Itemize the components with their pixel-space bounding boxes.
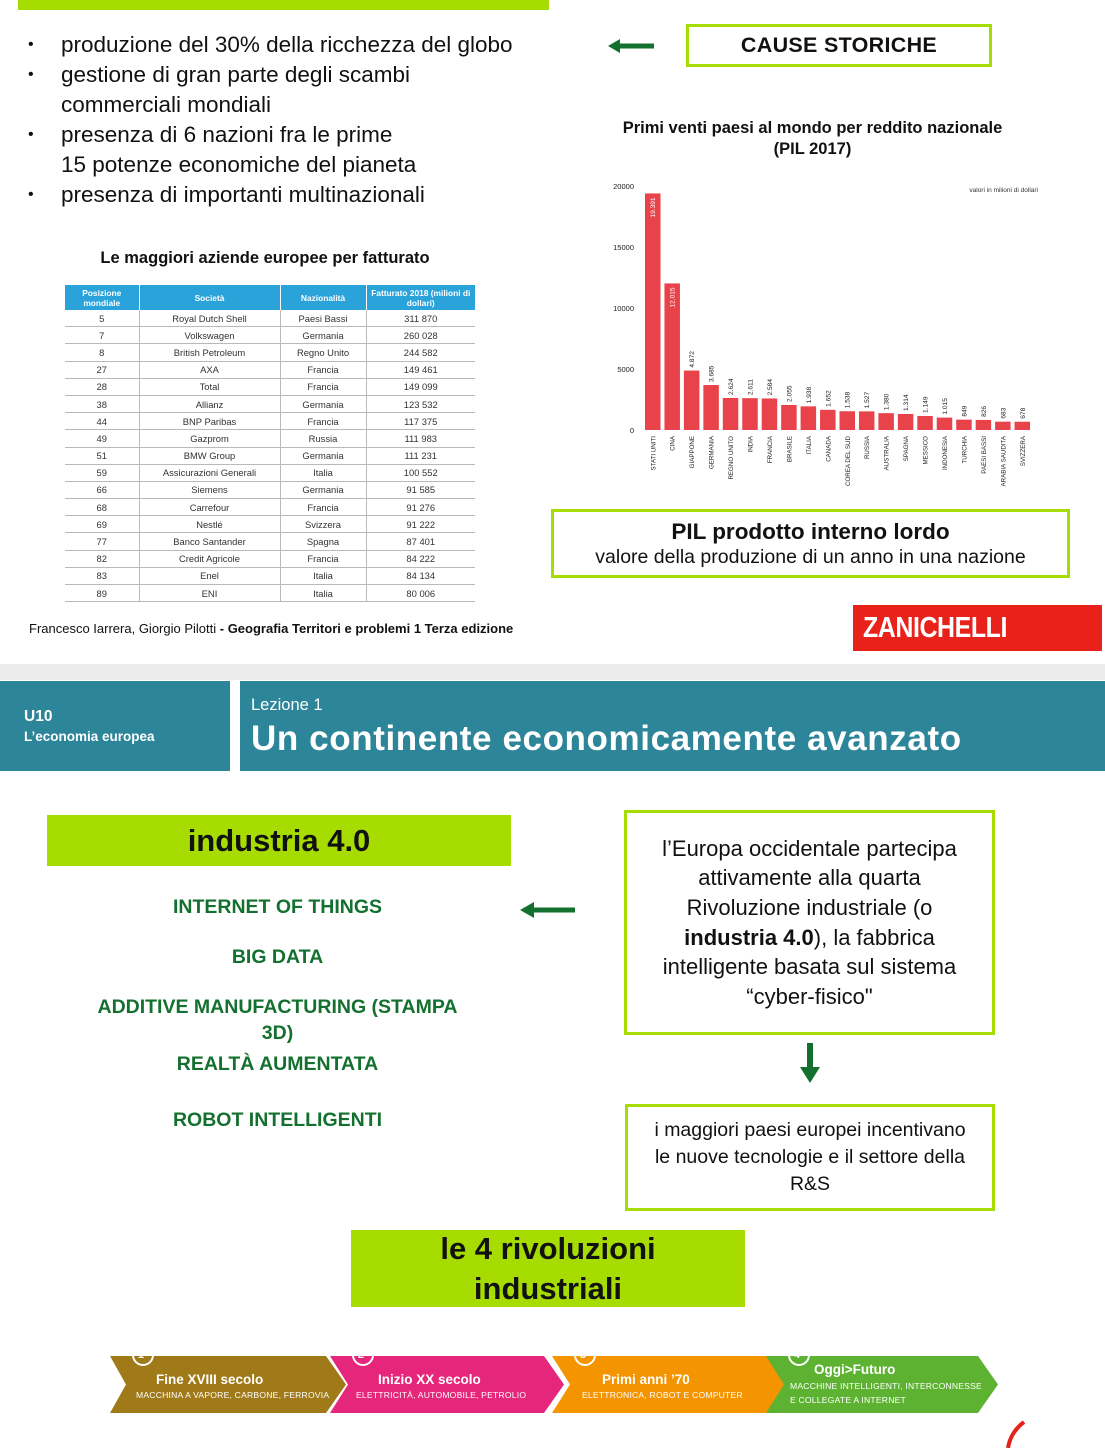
bar (684, 371, 700, 430)
industry-title: industria 4.0 (47, 815, 511, 866)
bullet-text: presenza di 6 nazioni fra le prime (61, 122, 393, 147)
table-row (65, 567, 475, 584)
countries-box: i maggiori paesi europei incentivano le nuove tecnologie e il settore della R&S (625, 1104, 995, 1211)
data-label: 1.527 (864, 391, 872, 409)
credit-separator: - (216, 621, 228, 636)
europe-text-part: l’Europa occidentale partecipa attivamente alla quarta Rivoluzione industriale (o (662, 835, 957, 920)
bullet-list (28, 30, 588, 210)
revolution-step-3 (552, 1349, 786, 1413)
europe-text (641, 834, 978, 1012)
table-cell: 123 532 (366, 395, 475, 412)
tech-item: REALTÀ AUMENTATA (176, 1053, 379, 1075)
tech-item: BIG DATA (231, 946, 324, 968)
table-row (65, 378, 475, 395)
chart-title (585, 118, 1040, 160)
table-cell: 91 585 (366, 481, 475, 498)
table-row (65, 447, 475, 464)
table-cell: 66 (65, 481, 139, 498)
bullet-dot: • (28, 186, 34, 203)
table-cell: Italia (280, 585, 366, 602)
tech-item: INTERNET OF THINGS (172, 896, 383, 918)
arrow-left-icon (520, 902, 575, 918)
y-tick-label: 0 (629, 426, 634, 435)
table-cell: Francia (280, 499, 366, 516)
bar (762, 398, 778, 430)
table-cell: 51 (65, 447, 139, 464)
revolution-number: 3ª (574, 1344, 596, 1366)
data-label: 3.685 (708, 365, 716, 383)
table-cell: 69 (65, 516, 139, 533)
y-tick-label: 20000 (613, 182, 634, 191)
revolution-description: ELETTRONICA, ROBOT E COMPUTER (582, 1390, 743, 1400)
category-label: BRASILE (786, 436, 794, 463)
arrow-down-icon (800, 1043, 820, 1083)
table-cell: Enel (139, 567, 280, 584)
table-cell: Francia (280, 378, 366, 395)
table-row (65, 344, 475, 361)
data-label: 2.055 (786, 385, 794, 402)
europe-industry-box (624, 810, 995, 1035)
bar (917, 416, 933, 430)
category-label: CANADA (825, 436, 833, 462)
table-cell: Gazprom (139, 430, 280, 447)
revolution-era: Oggi>Futuro (814, 1362, 896, 1377)
bar (898, 414, 914, 430)
data-label: 1.652 (825, 390, 833, 407)
table-cell: 5 (65, 310, 139, 327)
bar (840, 411, 856, 430)
table-cell: ENI (139, 585, 280, 602)
category-label: ITALIA (805, 436, 813, 455)
table-cell: Germania (280, 447, 366, 464)
revolution-number: 4ª (788, 1344, 810, 1366)
category-label: INDONESIA (942, 436, 949, 471)
bar (781, 405, 797, 430)
arrow-left-icon (608, 39, 654, 53)
revolution-step-4 (766, 1349, 998, 1413)
data-label: 2.584 (766, 378, 774, 396)
bar (801, 406, 817, 430)
revolution-era: Inizio XX secolo (378, 1372, 481, 1387)
category-label: TURCHIA (961, 436, 969, 464)
table-row (65, 481, 475, 498)
revolution-number: 1ª (132, 1344, 154, 1366)
table-cell: AXA (139, 361, 280, 378)
table-cell: 84 134 (366, 567, 475, 584)
bar (1015, 422, 1031, 430)
slide-title-bar (18, 0, 549, 10)
table-cell: 91 222 (366, 516, 475, 533)
table-cell: Credit Agricole (139, 550, 280, 567)
lesson-title: Un continente economicamente avanzato (251, 719, 962, 758)
table-row (65, 533, 475, 550)
table-row (65, 464, 475, 481)
table-cell: Siemens (139, 481, 280, 498)
table-cell: Royal Dutch Shell (139, 310, 280, 327)
table-cell: 311 870 (366, 310, 475, 327)
data-label: 826 (980, 405, 988, 417)
data-label: 4.872 (689, 351, 697, 368)
table-cell: 149 099 (366, 378, 475, 395)
tech-item: ADDITIVE MANUFACTURING (STAMPA (97, 996, 458, 1018)
data-label: 1.538 (844, 391, 852, 409)
table-cell: 68 (65, 499, 139, 516)
category-label: RUSSIA (864, 436, 872, 460)
table-row (65, 361, 475, 378)
bullet-text: produzione del 30% della ricchezza del globo (61, 32, 513, 57)
table-cell: Svizzera (280, 516, 366, 533)
data-label: 1.938 (805, 386, 813, 404)
table-cell: Francia (280, 413, 366, 430)
table-row (65, 327, 475, 344)
y-tick-label: 10000 (613, 304, 634, 313)
chart-title-line: Primi venti paesi al mondo per reddito nazionale (622, 119, 1003, 137)
table-cell: Paesi Bassi (280, 310, 366, 327)
data-label: 2.624 (728, 378, 736, 395)
category-label: STATI UNITI (650, 436, 658, 471)
column-header: Posizione mondiale (65, 285, 139, 310)
revolution-description: MACCHINA A VAPORE, CARBONE, FERROVIA (136, 1390, 330, 1400)
tech-item: ROBOT INTELLIGENTI (172, 1109, 383, 1131)
bar (976, 420, 992, 430)
companies-table (65, 285, 475, 602)
category-label: CINA (669, 436, 677, 451)
category-label: AUSTRALIA (883, 436, 891, 471)
unit-code: U10 (24, 708, 53, 725)
table-cell: 87 401 (366, 533, 475, 550)
revolution-number: 2ª (352, 1344, 374, 1366)
europe-text-bold: industria 4.0 (684, 924, 814, 950)
data-label: 2.611 (747, 379, 755, 396)
category-label: REGNO UNITO (728, 436, 736, 480)
table-cell: Germania (280, 327, 366, 344)
tech-item-continued: 3D) (261, 1022, 294, 1044)
table-cell: Assicurazioni Generali (139, 464, 280, 481)
table-cell: Russia (280, 430, 366, 447)
table-cell: 77 (65, 533, 139, 550)
data-label: 1.015 (942, 398, 949, 415)
column-header: Società (139, 285, 280, 310)
table-cell: 28 (65, 378, 139, 395)
chart-title-line: (PIL 2017) (773, 140, 852, 158)
revolution-step-1 (110, 1349, 346, 1413)
pil-title: PIL prodotto interno lordo (671, 518, 950, 544)
data-label: 683 (1000, 407, 1008, 419)
revolutions-title-line: le 4 rivoluzioni (440, 1230, 656, 1266)
bullet-text-continued: commerciali mondiali (61, 92, 272, 117)
bar (878, 413, 894, 430)
table-cell: 8 (65, 344, 139, 361)
table-row (65, 499, 475, 516)
table-cell: 89 (65, 585, 139, 602)
table-cell: Regno Unito (280, 344, 366, 361)
category-label: INDIA (747, 436, 755, 453)
table-row (65, 413, 475, 430)
revolution-description: ELETTRICITÀ, AUTOMOBILE, PETROLIO (356, 1390, 527, 1400)
category-label: ARABIA SAUDITA (1000, 436, 1008, 487)
pil-bar-chart (600, 178, 1050, 498)
revolution-era: Primi anni ’70 (602, 1372, 690, 1387)
table-cell: Francia (280, 550, 366, 567)
table-row (65, 516, 475, 533)
credit-book: Geografia Territori e problemi 1 Terza edizione (227, 621, 514, 636)
chart-note: valori in milioni di dollari (969, 187, 1038, 194)
table-cell: 260 028 (366, 327, 475, 344)
table-cell: Nestlé (139, 516, 280, 533)
data-label: 12.015 (669, 287, 677, 308)
bar (956, 420, 972, 430)
table-cell: British Petroleum (139, 344, 280, 361)
bar (820, 410, 836, 430)
unit-header (0, 681, 230, 771)
table-cell: 149 461 (366, 361, 475, 378)
data-label: 678 (1019, 407, 1027, 419)
bullet-item (28, 180, 588, 210)
bullet-text: presenza di importanti multinazionali (61, 182, 425, 207)
table-cell: 111 983 (366, 430, 475, 447)
bar (995, 422, 1011, 430)
table-cell: 117 375 (366, 413, 475, 430)
table-cell: Italia (280, 567, 366, 584)
table-cell: 59 (65, 464, 139, 481)
brand-text: ZANICHELLI (863, 611, 1007, 644)
data-label: 19.391 (650, 197, 658, 218)
pil-definition-box (551, 509, 1070, 578)
bar (645, 193, 661, 430)
y-tick-label: 5000 (617, 365, 634, 374)
table-cell: Allianz (139, 395, 280, 412)
table-header-row (65, 285, 475, 310)
table-row (65, 430, 475, 447)
data-label: 1.380 (883, 393, 891, 411)
table-row (65, 310, 475, 327)
table-cell: 27 (65, 361, 139, 378)
table-cell: 38 (65, 395, 139, 412)
table-cell: Carrefour (139, 499, 280, 516)
category-label: FRANCIA (766, 436, 774, 464)
table-cell: 49 (65, 430, 139, 447)
pil-description: valore della produzione di un anno in una nazione (595, 545, 1026, 568)
category-label: SPAGNA (903, 436, 911, 462)
bullet-text: gestione di gran parte degli scambi (61, 62, 410, 87)
table-cell: 82 (65, 550, 139, 567)
revolution-description: MACCHINE INTELLIGENTI, INTERCONNESSE (790, 1381, 982, 1391)
unit-title: L’economia europea (24, 729, 155, 744)
y-tick-label: 15000 (613, 243, 634, 252)
table-cell: 91 276 (366, 499, 475, 516)
table-cell: BNP Paribas (139, 413, 280, 430)
credit-line (29, 621, 513, 636)
table-cell: 84 222 (366, 550, 475, 567)
category-label: GERMANIA (708, 436, 716, 470)
table-cell: Germania (280, 481, 366, 498)
table-row (65, 550, 475, 567)
table-row (65, 395, 475, 412)
category-label: SVIZZERA (1019, 436, 1027, 467)
revolution-step-2 (330, 1349, 564, 1413)
cause-storiche-box: CAUSE STORICHE (686, 24, 992, 67)
revolution-era: Fine XVIII secolo (156, 1372, 264, 1387)
bullet-dot: • (28, 36, 34, 53)
table-cell: 7 (65, 327, 139, 344)
credit-authors: Francesco Iarrera, Giorgio Pilotti (29, 621, 217, 636)
revolutions-title (351, 1230, 745, 1307)
table-cell: Spagna (280, 533, 366, 550)
bar (859, 411, 875, 430)
table-cell: Germania (280, 395, 366, 412)
table-cell: 111 231 (366, 447, 475, 464)
bullet-dot: • (28, 66, 34, 83)
table-cell: BMW Group (139, 447, 280, 464)
lesson-label: Lezione 1 (251, 696, 323, 714)
bullet-text-continued: 15 potenze economiche del pianeta (61, 152, 417, 177)
bullet-item (28, 60, 588, 120)
column-header: Fatturato 2018 (milioni di dollari) (366, 285, 475, 310)
data-label: 1.314 (903, 394, 911, 411)
table-cell: Italia (280, 464, 366, 481)
logo-fragment-icon (1000, 1420, 1030, 1448)
category-label: PAESI BASSI (980, 436, 988, 474)
column-header: Nazionalità (280, 285, 366, 310)
bullet-item (28, 120, 588, 180)
bar (937, 418, 953, 430)
table-cell: 44 (65, 413, 139, 430)
table-cell: 100 552 (366, 464, 475, 481)
table-cell: 244 582 (366, 344, 475, 361)
slide-divider (0, 664, 1105, 680)
table-row (65, 585, 475, 602)
data-label: 1.149 (922, 396, 930, 413)
table-cell: 83 (65, 567, 139, 584)
table-cell: Total (139, 378, 280, 395)
table-cell: Volkswagen (139, 327, 280, 344)
bar (742, 398, 758, 430)
category-label: GIAPPONE (689, 436, 697, 469)
data-label: 849 (961, 405, 969, 417)
table-title: Le maggiori aziende europee per fatturato (100, 249, 430, 267)
revolutions-title-line: industriali (473, 1270, 623, 1306)
bar (703, 385, 719, 430)
zanichelli-logo (853, 605, 1102, 651)
table-cell: Banco Santander (139, 533, 280, 550)
bullet-dot: • (28, 126, 34, 143)
europe-text-part: ), la fabbrica intelligente basata sul sistema “cyber-fisico" (662, 924, 957, 1009)
bar (723, 398, 739, 430)
bullet-item (28, 30, 588, 60)
category-label: COREA DEL SUD (844, 436, 852, 486)
table-cell: 80 006 (366, 585, 475, 602)
table-cell: Francia (280, 361, 366, 378)
revolution-description-continued: E COLLEGATE A INTERNET (790, 1395, 906, 1405)
category-label: MESSICO (922, 436, 930, 465)
